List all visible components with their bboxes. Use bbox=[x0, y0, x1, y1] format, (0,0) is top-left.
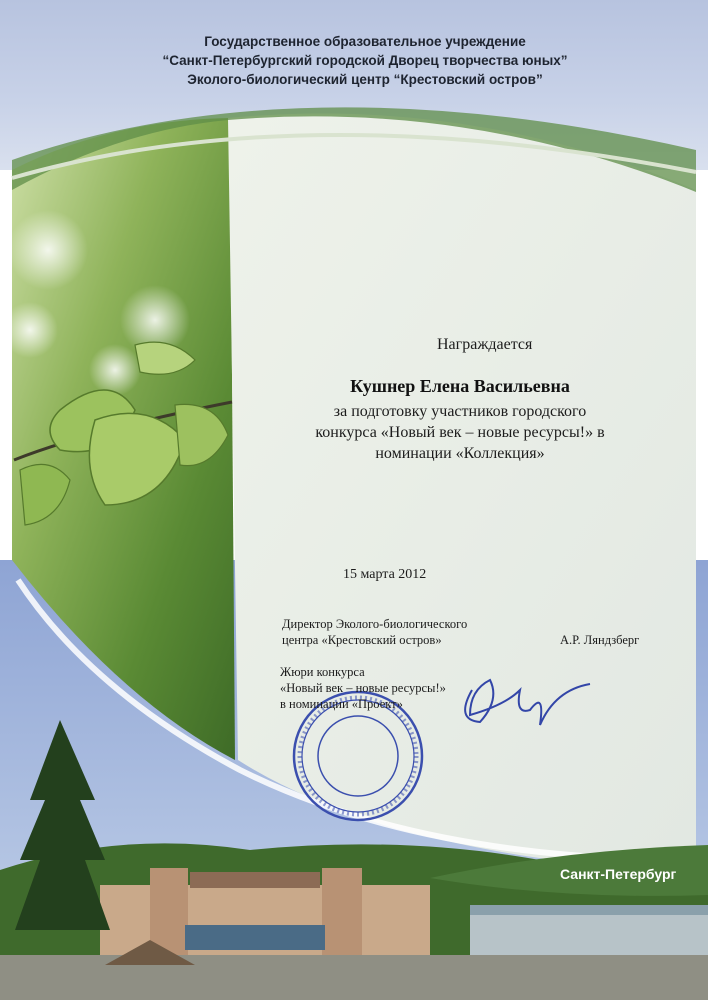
award-reason bbox=[300, 401, 620, 464]
jury-line-3: в номинации «Проект» bbox=[280, 697, 403, 711]
reason-line-3: номинации «Коллекция» bbox=[375, 445, 545, 462]
director-name: А.Р. Ляндзберг bbox=[560, 633, 640, 647]
director-title-line-2: центра «Крестовский остров» bbox=[282, 633, 442, 647]
issuer-header bbox=[130, 32, 600, 89]
awarded-heading: Награждается bbox=[437, 336, 533, 353]
director-signature-block bbox=[282, 616, 467, 648]
city-name: Санкт-Петербург bbox=[560, 866, 677, 882]
issue-date: 15 марта 2012 bbox=[343, 567, 427, 582]
header-line-3: Эколого-биологический центр “Крестовский остров” bbox=[187, 72, 543, 87]
director-title-line-1: Директор Эколого-биологического bbox=[282, 617, 468, 631]
header-line-1: Государственное образовательное учреждение bbox=[204, 34, 526, 49]
reason-line-1: за подготовку участников городского bbox=[333, 403, 587, 420]
jury-signature-block bbox=[280, 664, 446, 712]
reason-line-2: конкурса «Новый век – новые ресурсы!» в bbox=[315, 424, 605, 441]
jury-line-1: Жюри конкурса bbox=[280, 665, 365, 679]
jury-line-2: «Новый век – новые ресурсы!» bbox=[280, 681, 446, 695]
recipient-name: Кушнер Елена Васильевна bbox=[350, 376, 570, 396]
header-line-2: “Санкт-Петербургский городской Дворец творчества юных” bbox=[162, 53, 568, 68]
